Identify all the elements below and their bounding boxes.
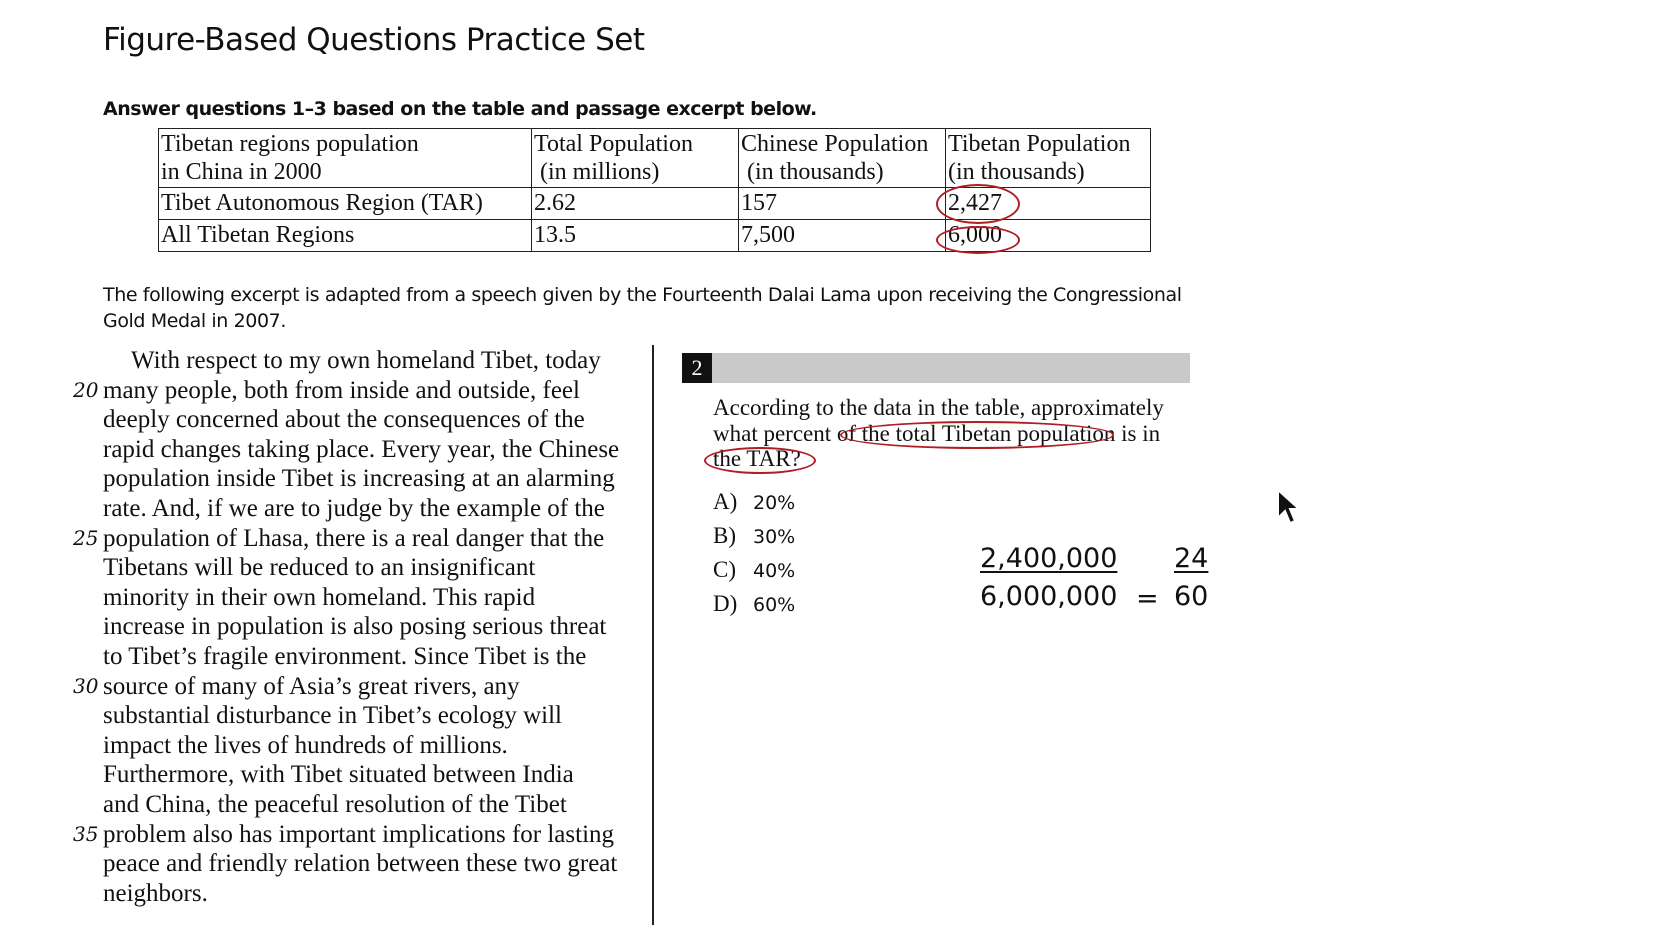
- passage: [67, 346, 619, 908]
- table-cell: [946, 188, 1151, 220]
- answer-choices: [713, 485, 795, 621]
- passage-line: With respect to my own homeland Tibet, today: [131, 347, 601, 374]
- circled-value: 2,427: [948, 190, 1002, 216]
- passage-line: rapid changes taking place. Every year, the Chinese: [103, 435, 620, 463]
- passage-line: peace and friendly relation between these two great: [103, 850, 618, 878]
- line-number: 35: [73, 821, 99, 846]
- passage-line: Tibetans will be reduced to an insignificant: [103, 554, 536, 582]
- simplified-denominator: 60: [1174, 581, 1209, 612]
- excerpt-intro: The following excerpt is adapted from a speech given by the Fourteenth Dalai Lama upon receiving the Congressional Gold Medal in 2007.: [103, 284, 1182, 332]
- table-row: [159, 188, 1151, 220]
- passage-line: substantial disturbance in Tibet’s ecology will: [103, 702, 562, 730]
- page-title: Figure-Based Questions Practice Set: [103, 22, 645, 58]
- table-cell: All Tibetan Regions: [159, 220, 532, 252]
- passage-line: rate. And, if we are to judge by the example of the: [103, 494, 605, 522]
- table-cell: [946, 220, 1151, 252]
- passage-line: 30 source of many of Asia’s great rivers, any: [73, 672, 520, 700]
- equals-sign: =: [1136, 583, 1159, 614]
- population-table: [158, 128, 1151, 252]
- table-cell: Tibet Autonomous Region (TAR): [159, 188, 532, 220]
- passage-line: minority in their own homeland. This rapid: [103, 583, 536, 611]
- table-header-cell: Tibetan regions population in China in 2000: [159, 129, 532, 188]
- passage-line: deeply concerned about the consequences of the: [103, 406, 585, 434]
- circled-value: 6,000: [948, 222, 1002, 248]
- mouse-pointer-icon: [1276, 488, 1302, 528]
- passage-line: 25 population of Lhasa, there is a real danger that the: [73, 524, 605, 552]
- question-line: According to the data in the table, approximately: [713, 395, 1164, 420]
- question-number: 2: [682, 353, 712, 383]
- fraction-numerator: 2,400,000: [980, 543, 1118, 574]
- fraction-denominator: 6,000,000: [980, 581, 1118, 612]
- passage-line: Furthermore, with Tibet situated between India: [103, 761, 574, 789]
- line-number: 25: [73, 525, 99, 550]
- question-stem: [713, 395, 1164, 472]
- table-cell: 2.62: [532, 188, 739, 220]
- table-header-cell: Chinese Population (in thousands): [739, 129, 946, 188]
- passage-line: neighbors.: [103, 879, 208, 907]
- answer-choice-b[interactable]: B) 30%: [713, 523, 796, 548]
- answer-choice-c[interactable]: C) 40%: [713, 557, 796, 582]
- table-cell: 13.5: [532, 220, 739, 252]
- question-header-bar: [712, 353, 1190, 383]
- passage-line: 35 problem also has important implications for lasting: [73, 820, 615, 848]
- passage-line: increase in population is also posing serious threat: [103, 613, 607, 641]
- simplified-numerator: 24: [1174, 543, 1209, 574]
- table-header-row: [159, 129, 1151, 188]
- passage-line: population inside Tibet is increasing at an alarming: [103, 465, 615, 493]
- table-header-cell: Tibetan Population (in thousands): [946, 129, 1151, 188]
- question-line: the TAR?: [713, 446, 1164, 472]
- line-number: 30: [73, 673, 99, 698]
- passage-line: impact the lives of hundreds of millions.: [103, 731, 508, 759]
- table-row: [159, 220, 1151, 252]
- column-divider: [652, 345, 654, 925]
- line-number: 20: [73, 377, 99, 402]
- table-cell: 157: [739, 188, 946, 220]
- answer-choice-d[interactable]: D) 60%: [713, 591, 796, 616]
- table-cell: 7,500: [739, 220, 946, 252]
- passage-line: to Tibet’s fragile environment. Since Tibet is the: [103, 642, 587, 670]
- table-header-cell: Total Population (in millions): [532, 129, 739, 188]
- passage-line: 20 many people, both from inside and outside, feel: [73, 376, 580, 404]
- passage-line: and China, the peaceful resolution of the Tibet: [103, 790, 567, 818]
- answer-choice-a[interactable]: A) 20%: [713, 489, 796, 514]
- instructions: Answer questions 1–3 based on the table and passage excerpt below.: [103, 98, 817, 120]
- question-line: what percent of the total Tibetan population is in: [713, 421, 1164, 447]
